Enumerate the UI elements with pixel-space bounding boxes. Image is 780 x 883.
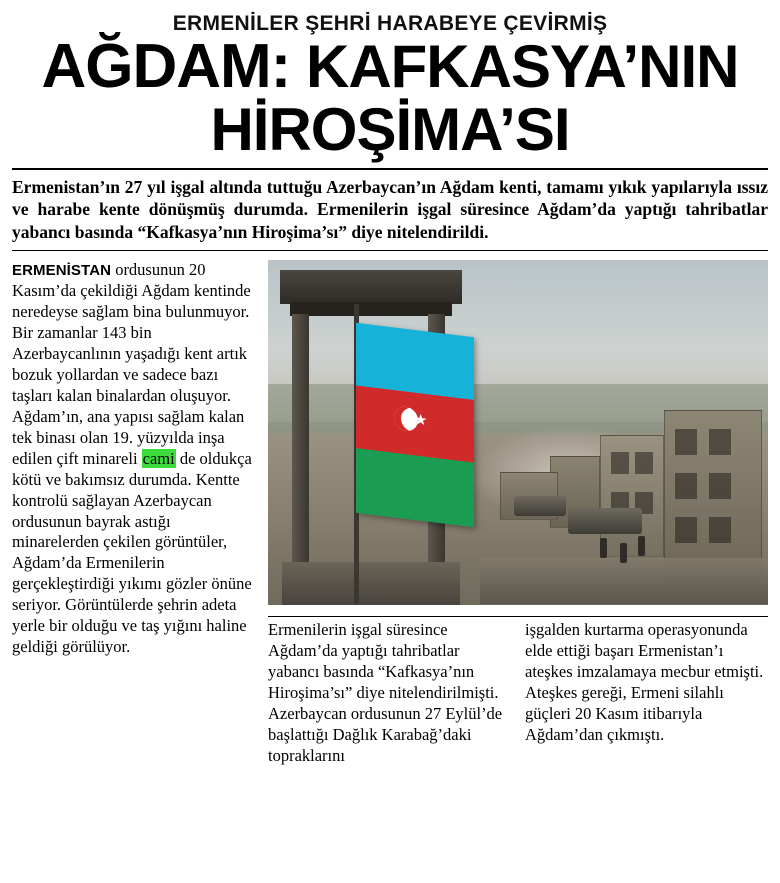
- headline-line-1-rest: KAFKASYA’NIN: [290, 33, 739, 100]
- photo-window: [675, 517, 697, 543]
- body-bottom-row: [268, 620, 768, 767]
- photo-ruined-building: [664, 410, 762, 582]
- body-paragraph-right: işgalden kurtarma operasyonunda elde ettiği başarı Ermenistan’ı ateşkes imzalamaya mecbur etmişti. Ateşkes gereği, Ermeni silahlı güçleri 20 Kasım itibarıyla Ağdam’dan çıkmıştı.: [525, 620, 764, 744]
- body-paragraph-main: [12, 260, 255, 658]
- body-text-part-2: de oldukça kötü ve bakımsız durumda. Kentte kontrolü sağlayan Azerbaycan ordusunun bayrak astığı minarelerden çekilen görüntüler, Ağdam’da Ermenilerin gerçekleştirdiği yıkımı gözler önüne seriyor. Görüntülerde şehrin adeta yerle bir olduğu ve taş yığını haline geldiği görülüyor.: [12, 448, 252, 657]
- body-column-middle: [268, 620, 511, 767]
- photo-person: [600, 538, 607, 558]
- photo-person: [620, 543, 627, 563]
- photo-person: [638, 536, 645, 556]
- photo-pavilion-roof: [280, 270, 462, 304]
- photo-ruined-building: [600, 435, 664, 557]
- divider-second: [12, 250, 768, 251]
- body-top-row: [12, 260, 768, 658]
- body-lead-word: ERMENİSTAN: [12, 262, 112, 280]
- divider-top: [12, 168, 768, 170]
- headline-line-1: [12, 32, 768, 101]
- photo-window: [675, 473, 697, 499]
- body-column-right: [525, 620, 768, 767]
- article-kicker: ERMENİLER ŞEHRİ HARABEYE ÇEVİRMİŞ: [172, 12, 608, 35]
- divider-photo-bottom: [268, 616, 768, 617]
- azerbaijan-flag: [356, 323, 474, 527]
- article-photo: [268, 260, 768, 605]
- photo-pavilion-base: [282, 562, 460, 605]
- body-column-left: [12, 260, 255, 658]
- photo-window: [709, 473, 731, 499]
- photo-window: [709, 429, 731, 455]
- photo-vehicle: [514, 496, 566, 516]
- photo-window: [709, 517, 731, 543]
- photo-window: [675, 429, 697, 455]
- article-body: [12, 260, 768, 765]
- headline-lead-word: AĞDAM:: [41, 32, 291, 101]
- page-title: [12, 32, 768, 163]
- flag-star-icon: ★: [414, 411, 428, 430]
- photo-rubble: [480, 558, 768, 604]
- headline-line-2: HİROŞİMA’SI: [210, 95, 570, 163]
- photo-window: [611, 452, 629, 474]
- photo-window: [635, 452, 653, 474]
- article-standfirst: Ermenistan’ın 27 yıl işgal altında tuttuğu Azerbaycan’ın Ağdam kenti, tamamı yıkık yapılarıyla ıssız ve harabe kente dönüşmüş durumda. Ermenilerin işgal süresince Ağdam’da yaptığı tahribatlar yabancı basında “Kafkasya’nın Hiroşima’sı” diye nitelendirildi.: [12, 176, 768, 242]
- body-paragraph-middle: Ermenilerin işgal süresince Ağdam’da yaptığı tahribatlar yabancı basında “Kafkasya’nın Hiroşima’sı” diye nitelendirilmişti. Azerbaycan ordusunun 27 Eylül’de başlattığı Dağlık Karabağ’daki topraklarını: [268, 620, 503, 765]
- highlighted-term: cami: [142, 448, 175, 468]
- body-text-part-1: ordusunun 20 Kasım’da çekildiği Ağdam kentinde neredeyse sağlam bina bulunmuyor. Bir zamanlar 143 bin Azerbaycanlının yaşadığı kent artık bozuk yollardan ve sadece bazı taşları kalan binalardan oluşuyor. Ağdam’ın, ana yapısı sağlam kalan tek binası olan 19. yüzyılda inşa edilen çift minareli: [12, 260, 251, 468]
- photo-pavilion-column: [292, 314, 309, 564]
- photo-vehicle: [568, 508, 642, 534]
